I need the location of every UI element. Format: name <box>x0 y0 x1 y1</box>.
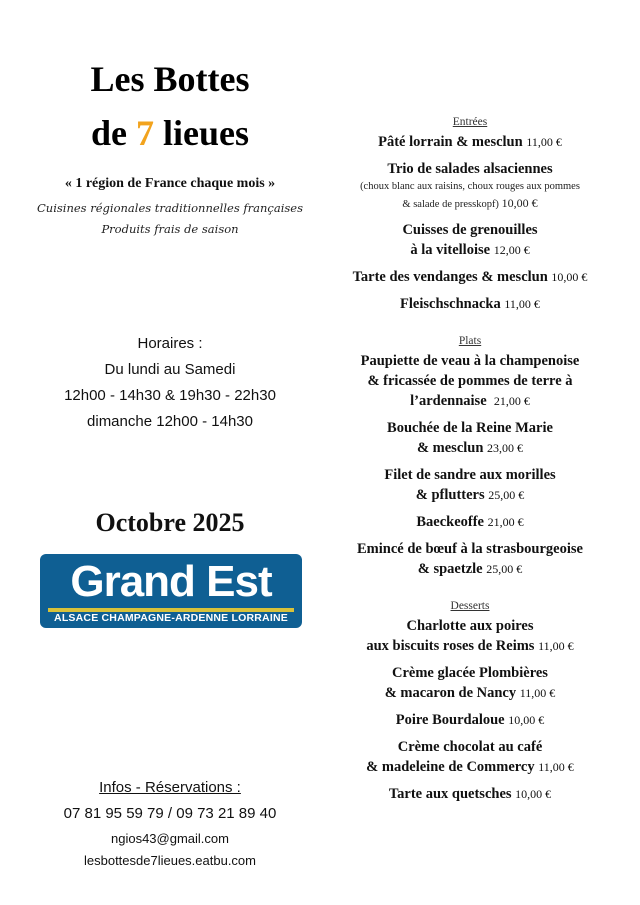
dish-line <box>335 512 605 532</box>
dish-name-cont: & pflutters <box>415 487 485 503</box>
dish-name: Trio de salades alsaciennes <box>387 161 553 177</box>
menu-item <box>335 539 605 579</box>
section-gap <box>335 321 605 335</box>
dish-description-text: & salade de presskopf) <box>402 199 499 210</box>
contact-title <box>20 779 320 796</box>
menu-item <box>335 784 605 804</box>
subtitle-produits: Produits frais de saison <box>101 222 239 236</box>
website-link[interactable]: lesbottesde7lieues.eatbu.com <box>83 853 256 868</box>
dish-description-line2 <box>335 195 605 213</box>
menu-item <box>335 512 605 532</box>
menu-item <box>335 294 605 314</box>
dish-line <box>335 391 605 411</box>
restaurant-name-prefix: de <box>91 113 136 153</box>
menu-item <box>335 616 605 656</box>
menu-item <box>335 159 605 213</box>
dish-description: (choux blanc aux raisins, choux rouges aux pommes <box>360 181 580 192</box>
dish-line <box>335 485 605 505</box>
menu-item <box>335 418 605 458</box>
phone-numbers[interactable]: 07 81 95 59 79 / 09 73 21 89 40 <box>63 805 277 822</box>
hours-sunday: dimanche 12h00 - 14h30 <box>87 413 253 430</box>
logo-main-text: Grand Est <box>70 557 272 606</box>
section-title-desserts-text: Desserts <box>450 600 490 612</box>
dish-price: 25,00 € <box>488 488 525 502</box>
dish-line <box>335 267 605 287</box>
dish-price: 11,00 € <box>538 760 574 774</box>
contact-title-text: Infos - Réservations : <box>99 779 241 796</box>
restaurant-name-line2 <box>20 111 320 155</box>
section-title-plats <box>335 335 605 347</box>
dish-price: 12,00 € <box>493 243 530 257</box>
dish-price: 23,00 € <box>487 441 524 455</box>
dish-name: Cuisses de grenouilles <box>402 222 538 238</box>
section-gap <box>335 586 605 600</box>
menu-item <box>335 710 605 730</box>
section-title-entrees-text: Entrées <box>452 116 488 128</box>
dish-price: 11,00 € <box>519 686 556 700</box>
menu-item <box>335 220 605 260</box>
dish-name-cont: & macaron de Nancy <box>384 685 517 701</box>
dish-line <box>335 132 605 152</box>
dish-line <box>335 438 605 458</box>
dish-name-cont: aux biscuits roses de Reims <box>366 638 535 654</box>
menu-item <box>335 663 605 703</box>
dish-name: Pâté lorrain & mesclun <box>378 134 523 150</box>
dish-name-cont: & spaetzle <box>417 561 483 577</box>
dish-name: Fleischschnacka <box>400 296 501 312</box>
dish-line <box>335 757 605 777</box>
dish-price: 11,00 € <box>538 639 574 653</box>
menu-item <box>335 465 605 505</box>
dish-name-cont: l’ardennaise <box>410 393 487 409</box>
subtitle-cuisine: Cuisines régionales traditionnelles françaises <box>37 201 303 215</box>
section-title-entrees <box>335 116 605 128</box>
menu-item <box>335 132 605 152</box>
hours-days: Du lundi au Samedi <box>104 361 236 378</box>
dish-line <box>335 710 605 730</box>
dish-name: Crème glacée Plombières <box>392 665 548 681</box>
dish-line <box>335 559 605 579</box>
menu-column <box>335 116 605 811</box>
dish-name: Baeckeoffe <box>416 514 484 530</box>
dish-line <box>335 784 605 804</box>
dish-name-cont: & madeleine de Commercy <box>366 759 535 775</box>
tagline: « 1 région de France chaque mois » <box>64 176 276 191</box>
dish-name-cont: & fricassée de pommes de terre à <box>367 373 573 389</box>
restaurant-name-suffix: lieues <box>154 113 249 153</box>
hours-times: 12h00 - 14h30 & 19h30 - 22h30 <box>64 387 276 404</box>
dish-name: Emincé de bœuf à la strasbourgeoise <box>357 541 583 557</box>
dish-name-cont: & mesclun <box>416 440 484 456</box>
dish-price: 21,00 € <box>493 394 530 408</box>
restaurant-name-line1: Les Bottes <box>90 59 250 99</box>
dish-price: 11,00 € <box>504 297 540 311</box>
dish-price: 10,00 € <box>501 196 538 210</box>
section-title-desserts <box>335 600 605 612</box>
email-link[interactable]: ngios43@gmail.com <box>111 831 229 846</box>
menu-item <box>335 351 605 411</box>
dish-name-cont: à la vitelloise <box>410 242 491 258</box>
dish-price: 21,00 € <box>487 515 524 529</box>
restaurant-name-number: 7 <box>136 113 154 153</box>
dish-price: 11,00 € <box>526 135 562 149</box>
dish-name: Paupiette de veau à la champenoise <box>360 353 580 369</box>
dish-price: 25,00 € <box>486 562 523 576</box>
menu-month: Octobre 2025 <box>95 508 245 537</box>
dish-price: 10,00 € <box>508 713 545 727</box>
dish-name: Filet de sandre aux morilles <box>384 467 556 483</box>
dish-line <box>335 636 605 656</box>
grand-est-logo <box>40 554 302 628</box>
menu-item <box>335 737 605 777</box>
hours-title: Horaires : <box>137 335 203 352</box>
dish-name: Charlotte aux poires <box>406 618 534 634</box>
dish-name: Bouchée de la Reine Marie <box>387 420 553 436</box>
logo-sub-text: ALSACE CHAMPAGNE-ARDENNE LORRAINE <box>54 612 288 624</box>
dish-price: 10,00 € <box>551 270 588 284</box>
dish-line <box>335 240 605 260</box>
dish-name: Tarte des vendanges & mesclun <box>352 269 548 285</box>
section-title-plats-text: Plats <box>458 335 482 347</box>
dish-line <box>335 683 605 703</box>
dish-line <box>335 294 605 314</box>
dish-name: Tarte aux quetsches <box>388 786 512 802</box>
dish-name: Crème chocolat au café <box>397 739 543 755</box>
dish-name: Poire Bourdaloue <box>395 712 505 728</box>
dish-price: 10,00 € <box>515 787 552 801</box>
menu-item <box>335 267 605 287</box>
